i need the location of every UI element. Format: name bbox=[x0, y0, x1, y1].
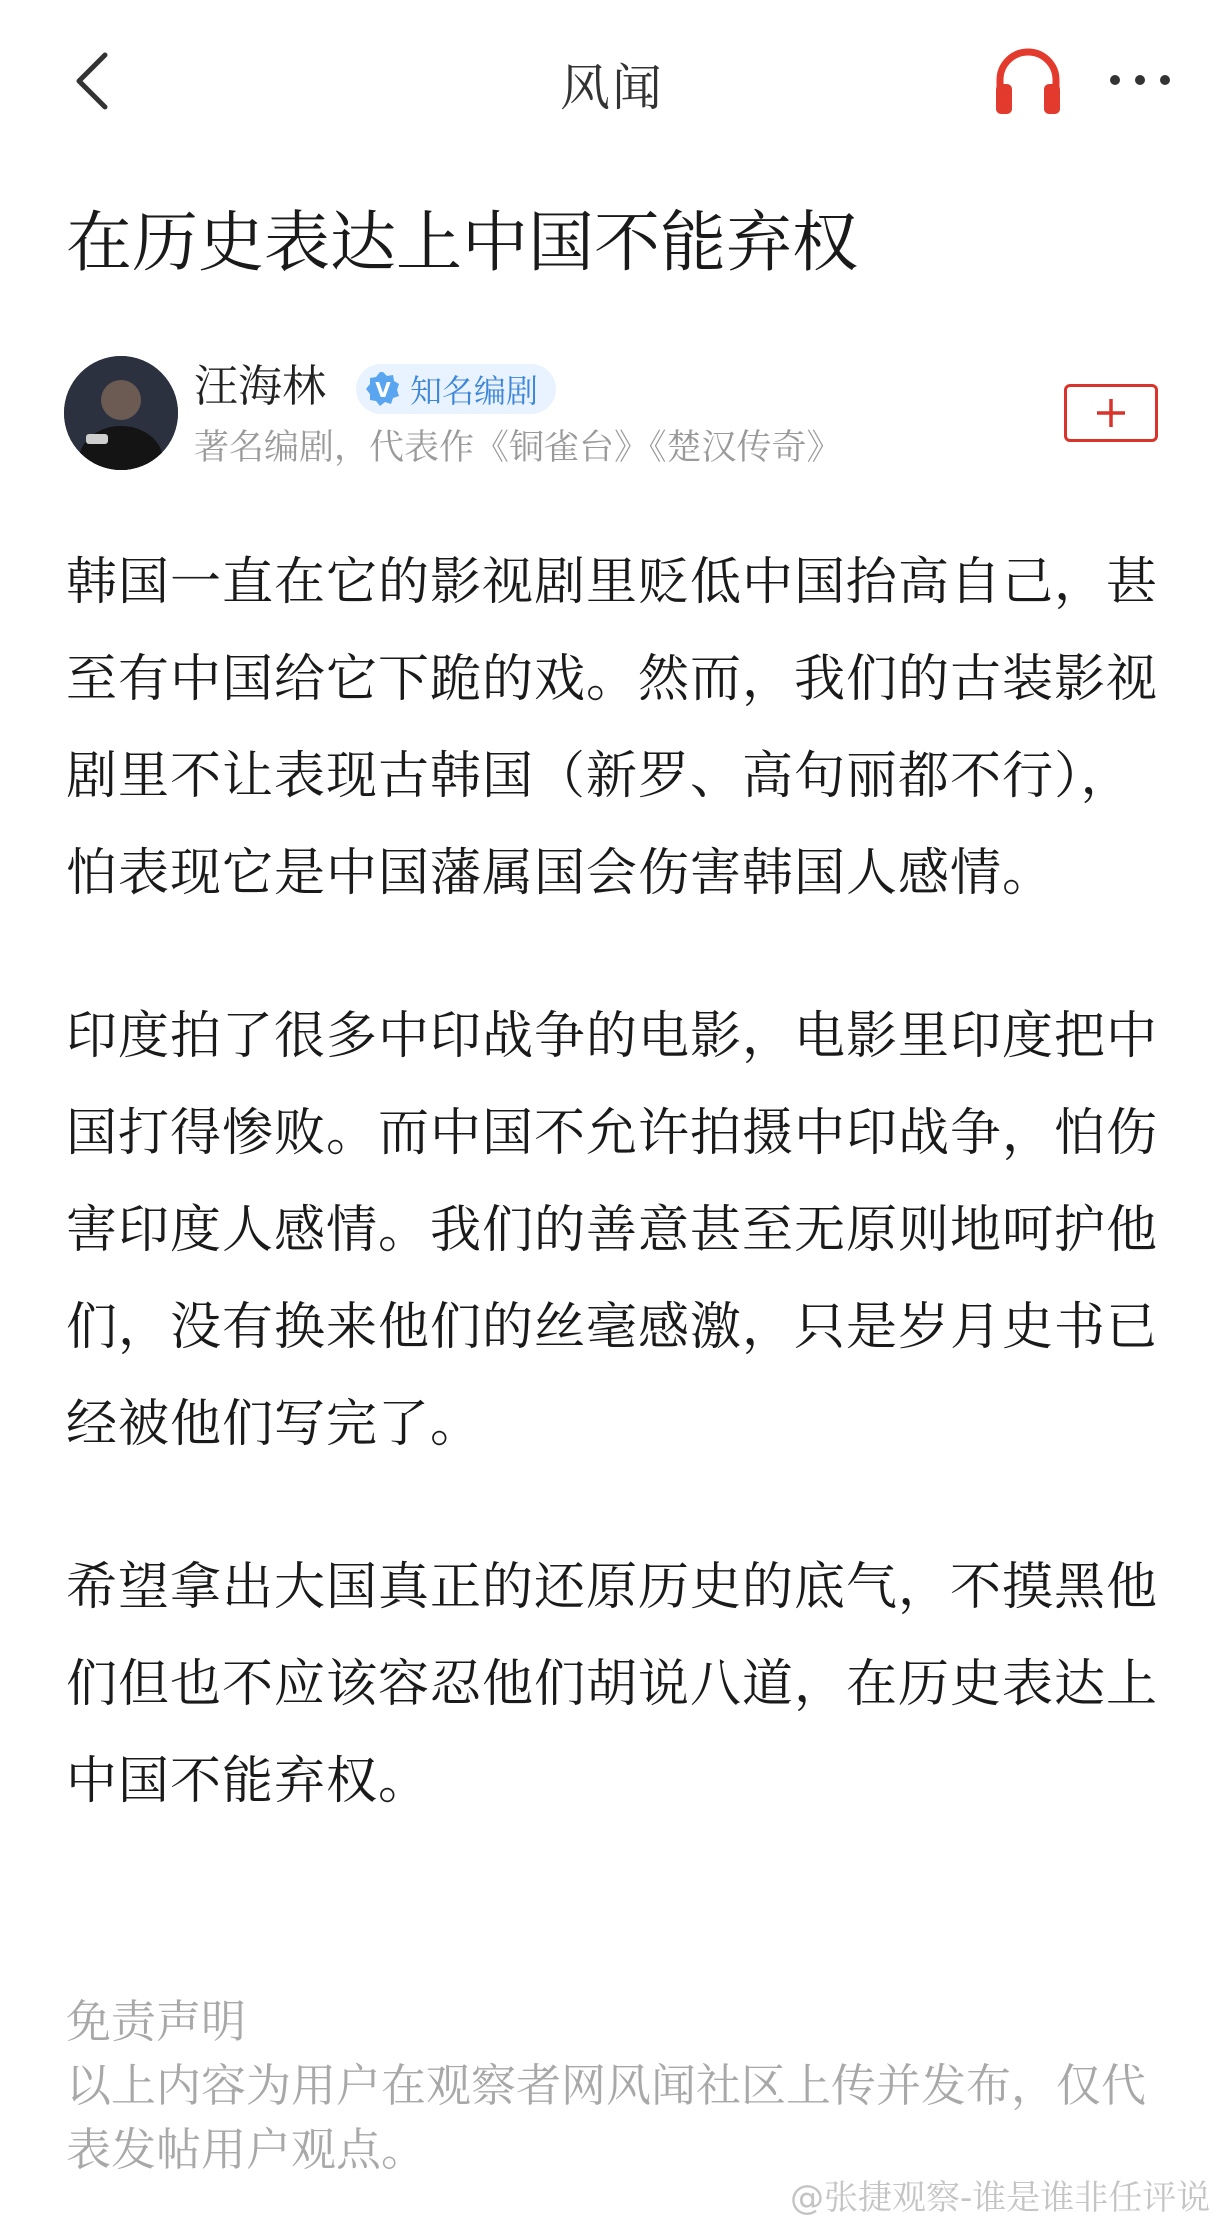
plus-icon bbox=[1094, 396, 1128, 430]
audio-button[interactable] bbox=[988, 40, 1068, 120]
article-title: 在历史表达上中国不能弃权 bbox=[66, 204, 858, 281]
author-name[interactable]: 汪海林 bbox=[194, 361, 326, 412]
avatar[interactable] bbox=[64, 356, 178, 470]
author-info bbox=[64, 356, 1164, 476]
author-description: 著名编剧，代表作《铜雀台》《楚汉传奇》 bbox=[194, 428, 842, 468]
page-title: 风闻 bbox=[560, 59, 664, 117]
top-nav-bar bbox=[0, 0, 1224, 164]
follow-button[interactable] bbox=[1064, 384, 1158, 442]
article-paragraph: 韩国一直在它的影视剧里贬低中国抬高自己，甚至有中国给它下跪的戏。然而，我们的古装影视剧里不让表现古韩国（新罗、高句丽都不行），怕表现它是中国藩属国会伤害韩国人感情。 bbox=[66, 553, 1159, 903]
headphones-icon bbox=[990, 42, 1066, 118]
verified-badge bbox=[356, 364, 556, 414]
badge-label: 知名编剧 bbox=[410, 372, 539, 410]
more-horizontal-icon bbox=[1105, 70, 1175, 90]
disclaimer bbox=[66, 1990, 1172, 2182]
avatar-image bbox=[64, 356, 178, 470]
article-body bbox=[66, 534, 1172, 1896]
svg-text:V: V bbox=[375, 378, 391, 402]
disclaimer-text: 以上内容为用户在观察者网风闻社区上传并发布，仅代表发帖用户观点。 bbox=[66, 2059, 1147, 2176]
more-button[interactable] bbox=[1100, 40, 1180, 120]
watermark: @张捷观察-谁是谁非任评说 bbox=[790, 2178, 1211, 2218]
article-paragraph: 希望拿出大国真正的还原历史的底气，不摸黑他们但也不应该容忍他们胡说八道，在历史表达上中国不能弃权。 bbox=[66, 1558, 1159, 1811]
verified-v-icon bbox=[364, 370, 402, 408]
article-paragraph: 印度拍了很多中印战争的电影，电影里印度把中国打得惨败。而中国不允许拍摄中印战争，怕伤害印度人感情。我们的善意甚至无原则地呵护他们，没有换来他们的丝毫感激，只是岁月史书已经被他们写完了。 bbox=[66, 1007, 1159, 1454]
disclaimer-title: 免责声明 bbox=[66, 1995, 247, 2048]
